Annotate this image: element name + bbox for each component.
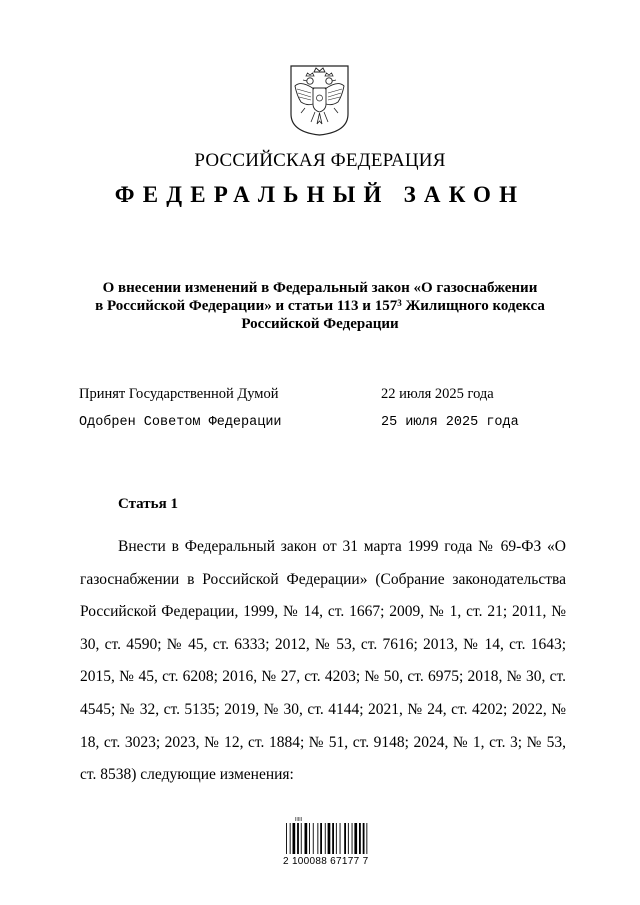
barcode-icon <box>285 815 371 855</box>
approval-label: Одобрен Советом Федерации <box>79 415 282 430</box>
barcode-bar <box>352 823 353 854</box>
svg-text:ǀǀǀǀǀ: ǀǀǀǀǀ <box>295 817 303 823</box>
barcode-bar <box>354 823 357 854</box>
barcode-bar <box>293 823 296 854</box>
barcode-bar <box>340 823 341 854</box>
article-heading: Статья 1 <box>118 496 178 512</box>
article-body-text: Внести в Федеральный закон от 31 марта 1999 года № 69-ФЗ «О газоснабжении в Российской Федерации» (Собрание законодательства Российской Федерации, 1999, № 14, ст. 1667; 2009, № 1, ст. 21; 2011, № 30, ст. 4590; № 45, ст. 6333; 2012, № 53, ст. 7616; 2013, № 14, ст. 1643; 2015, № 45, ст. 6208; 2016, № 27, ст. 4203; № 50, ст. 6975; 2018, № 30, ст. 4545; № 32, ст. 5135; 2019, № 30, ст. 4144; 2021, № 24, ст. 4202; 2022, № 18, ст. 3023; 2023, № 12, ст. 1884; № 51, ст. 9148; 2024, № 1, ст. 3; № 53, ст. 8538) следующие изменения: <box>80 538 566 784</box>
law-type-heading: ФЕДЕРАЛЬНЫЙ ЗАКОН <box>114 182 526 207</box>
law-title-line-2: в Российской Федерации» и статьи 113 и $157^3$ Жилищного кодекса <box>95 298 545 314</box>
barcode-number: 2 100088 67177 7 <box>283 856 369 867</box>
coat-of-arms-icon <box>287 62 352 137</box>
barcode-bar <box>344 823 346 854</box>
law-title <box>60 279 580 333</box>
barcode-bar <box>290 823 291 854</box>
barcode-bar <box>328 823 331 854</box>
barcode-bar <box>301 823 302 854</box>
barcode-bar <box>359 823 361 854</box>
barcode-bar <box>286 823 287 854</box>
barcode-bar <box>325 823 326 854</box>
superscript-3: 3 <box>397 298 402 308</box>
barcode-bar <box>309 823 310 854</box>
law-title-line-3: Российской Федерации <box>241 316 399 332</box>
barcode-bar <box>305 823 308 854</box>
adoption-label: Принят Государственной Думой <box>79 386 279 402</box>
law-title-line-1: О внесении изменений в Федеральный закон «О газоснабжении <box>102 280 538 296</box>
barcode-bar <box>313 823 314 854</box>
barcode-bar <box>363 823 365 854</box>
adoption-date: 22 июля 2025 года <box>381 386 494 402</box>
barcode-bar <box>336 823 337 854</box>
barcode-bar <box>317 823 318 854</box>
barcode-bar <box>332 823 334 854</box>
barcode-bar <box>297 823 299 854</box>
barcode-bar <box>320 823 322 854</box>
barcode-bar <box>348 823 349 854</box>
barcode-bar <box>366 823 367 854</box>
approval-date: 25 июля 2025 года <box>381 415 519 430</box>
country-name: РОССИЙСКАЯ ФЕДЕРАЦИЯ <box>194 150 446 171</box>
